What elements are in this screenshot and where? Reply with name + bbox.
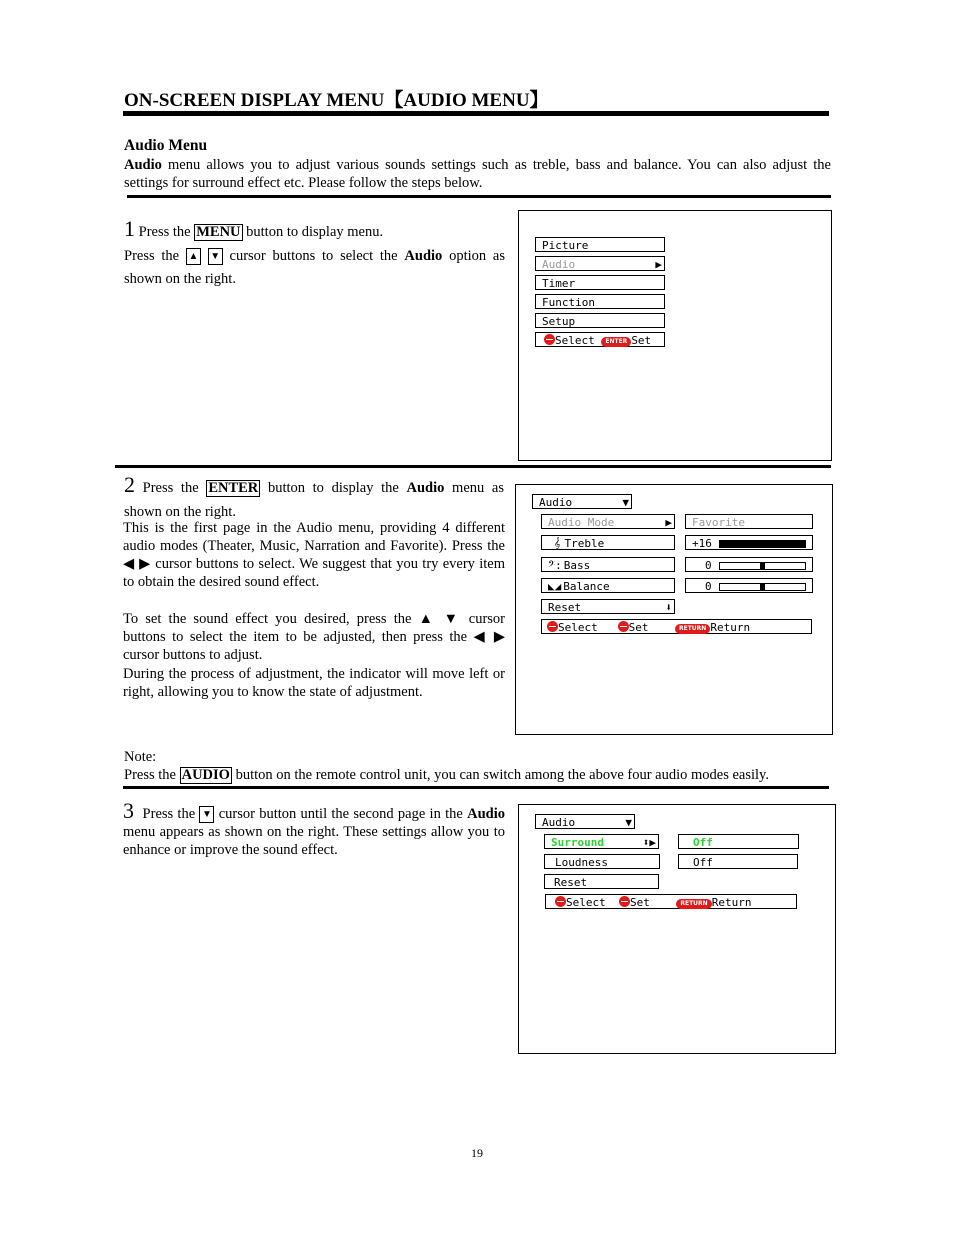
step2-text-a: Press the [142,480,207,496]
osd-footer [545,894,797,909]
step1-bold: Audio [404,248,443,264]
bass-clef-icon: 𝄢: [548,559,562,572]
step3-text-b: cursor button until the second page in the [214,806,468,822]
down-key: ▼ [208,248,223,265]
audio-mode-item[interactable] [541,514,675,529]
leftright-icon [618,621,629,632]
loudness-item[interactable]: Loudness [544,854,660,869]
title-rule [123,111,829,116]
audio-mode-label: Audio Mode [548,516,615,529]
note-label: Note: [124,749,157,765]
audio-title-dropdown[interactable] [535,814,635,829]
chevron-right-icon: ▶ [655,258,662,271]
divider-3 [123,786,829,789]
balance-level-bar [719,583,806,591]
step3-text-a: Press the [142,806,200,822]
divider-2 [115,465,831,468]
footer-set: Set [631,334,652,347]
step3-text-c: menu appears as shown on the right. These settings allow you to enhance or improve the sound effect. [123,824,505,859]
treble-clef-icon: 𝄞 [554,537,561,550]
footer-set: Set [630,896,650,909]
step2-text-c: menu as shown on the right. [124,480,504,520]
step1-number: 1 [124,216,135,241]
step1-text [124,218,506,241]
step3-bold: Audio [467,806,505,822]
step1-text-c: Press the [124,248,186,264]
step1-text-2 [124,245,505,291]
step1-text-d: cursor buttons to select the [222,248,405,264]
bass-value-box[interactable] [685,557,813,572]
menu-item-setup[interactable]: Setup [535,313,665,328]
step2-number: 2 [124,472,135,497]
divider-1 [127,195,831,198]
triangle-down-icon: ▼ [625,816,632,829]
return-button-icon: RETURN [676,899,711,909]
chevron-right-icon: ▶ [665,516,672,529]
footer-select: Select [558,621,598,634]
balance-value: 0 [705,580,712,593]
footer-set: Set [628,621,649,634]
menu-item-timer[interactable]: Timer [535,275,665,290]
updown-right-arrows-icon: ⬍▶ [642,836,656,849]
balance-level-knob [760,583,765,591]
menu-item-picture[interactable]: Picture [535,237,665,252]
note-text-a: Press the [124,767,180,783]
osd-panel-audio-page1 [515,484,833,735]
step1-text-b: button to display menu. [242,224,384,240]
step2-bold: Audio [406,480,445,496]
osd-footer [535,332,665,347]
footer-select: Select [555,334,595,347]
surround-label: Surround [551,836,604,849]
step1-text-e: option as shown on the right. [124,248,506,287]
surround-value[interactable]: Off [678,834,799,849]
footer-return: Return [711,896,752,909]
intro-text: menu allows you to adjust various sounds settings such as treble, bass and balance. You can also adjust the settings for surround effect etc. Please follow the steps below. [124,157,831,191]
updown-icon [555,896,566,907]
step2-text-1 [124,474,504,524]
leftright-icon [619,896,630,907]
step3-text [123,800,505,859]
osd-footer [541,619,812,634]
note-text-b: button on the remote control unit, you can switch among the above four audio modes easily. [231,767,769,783]
bass-level-knob [760,562,765,570]
intro-bold: Audio [124,157,162,173]
section-heading: Audio Menu [124,137,208,154]
treble-item[interactable] [541,535,675,550]
page-title: ON-SCREEN DISPLAY MENU【AUDIO MENU】 [124,90,549,111]
reset-label: Reset [548,601,582,614]
step2-paragraph-2: This is the first page in the Audio menu, providing 4 different audio modes (Theater, Music, Narration and Favorite). Press the ◀ ▶ cursor buttons to select. We suggest that you try every item to obtain the desired sound effect. [123,520,505,590]
balance-icon: ◣◢ [548,580,562,593]
enter-key: ENTER [208,480,259,496]
osd-panel-audio-page2 [518,804,836,1054]
menu-item-audio[interactable] [535,256,665,271]
menu-key: MENU [196,224,241,240]
audio-title: Audio [542,816,576,829]
enter-button-icon: ENTER [601,337,631,347]
step1-text-a: Press the [138,224,195,240]
treble-level-bar [719,540,806,548]
step2-text-b: button to display the [260,480,407,496]
bass-value: 0 [705,559,712,572]
bass-label: Bass [563,559,591,572]
balance-label: Balance [563,580,610,593]
updown-icon [547,621,558,632]
triangle-down-icon: ▼ [622,496,629,509]
step2-paragraph-4: During the process of adjustment, the indicator will move left or right, allowing you to know the state of adjustment. [123,666,505,700]
treble-value-box[interactable] [685,535,813,550]
treble-value: +16 [692,537,712,550]
surround-item[interactable] [544,834,659,849]
updown-icon [544,334,555,345]
audio-title-dropdown[interactable] [532,494,632,509]
balance-value-box[interactable] [685,578,813,593]
intro-paragraph [124,156,831,192]
menu-item-function[interactable]: Function [535,294,665,309]
reset-item[interactable] [541,599,675,614]
reset-item[interactable]: Reset [544,874,659,889]
bass-item[interactable] [541,557,675,572]
balance-item[interactable] [541,578,675,593]
up-key: ▲ [186,248,201,265]
footer-return: Return [710,621,751,634]
menu-item-audio-label: Audio [542,258,576,271]
audio-key: AUDIO [181,767,230,783]
audio-title: Audio [539,496,573,509]
bass-level-bar [719,562,806,570]
treble-label: Treble [564,537,605,550]
page-number: 19 [471,1146,483,1160]
treble-level-fill [720,541,805,547]
osd-panel-main-menu [518,210,832,461]
down-key: ▼ [199,806,214,823]
loudness-value[interactable]: Off [678,854,798,869]
step3-number: 3 [123,798,134,823]
note-text [124,766,830,784]
return-button-icon: RETURN [675,624,710,634]
footer-select: Select [566,896,606,909]
arrow-down-icon: ⬇ [665,601,672,614]
audio-mode-value: Favorite [685,514,813,529]
step2-paragraph-3: To set the sound effect you desired, press the ▲ ▼ cursor buttons to select the item to be adjusted, then press the ◀ ▶ cursor buttons to adjust. [123,611,505,663]
